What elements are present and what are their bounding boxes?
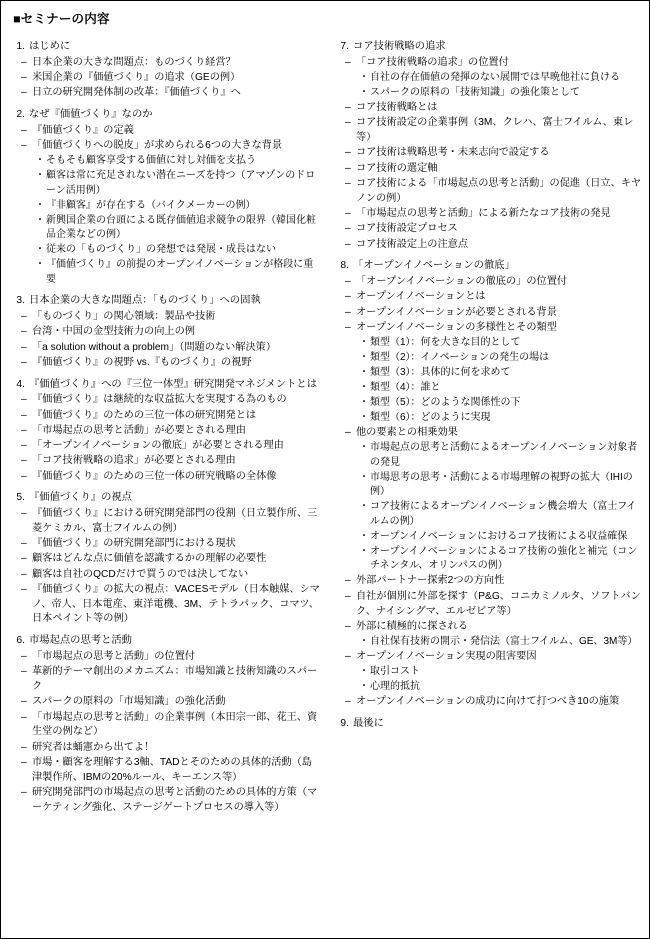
outline-text: 「コア技術戦略の追求」が必要とされる理由 (32, 455, 236, 467)
outline-marker: – (21, 568, 27, 580)
outline-text: 研究開発部門の市場起点の思考と活動のための具体的方策（マーケティング強化、ステージゲートプロセスの導入等） (32, 786, 318, 813)
outline-item (359, 411, 645, 426)
outline-item (345, 101, 645, 116)
outline-marker: – (21, 711, 27, 723)
outline-text: 類型（3）：具体的に何を求めて (370, 367, 511, 379)
outline-item (21, 650, 321, 665)
outline-item (359, 71, 645, 86)
outline-marker: – (21, 310, 27, 322)
outline-item (335, 40, 645, 55)
outline-item (345, 620, 645, 635)
outline-text: オープンイノベーション実現の阻害要因 (356, 651, 537, 663)
outline-marker: – (21, 666, 27, 678)
outline-item (359, 396, 645, 411)
outline-item (21, 507, 321, 537)
outline-text: コア技術の選定軸 (356, 162, 438, 174)
outline-item (35, 243, 321, 258)
outline-text: 「オープンイノベーションの徹底の」の位置付 (356, 276, 568, 288)
outline-marker: ・ (359, 501, 369, 513)
outline-marker: 3. (16, 295, 25, 307)
outline-marker: – (21, 650, 27, 662)
outline-marker: 2. (16, 109, 25, 121)
outline-item (345, 290, 645, 305)
outline-text: 従来の「ものづくり」の発想では発展・成長はない (46, 244, 276, 256)
outline-text: 「市場起点の思考と活動」が必要とされる理由 (32, 424, 246, 436)
outline-item (11, 634, 321, 649)
outline-item (345, 306, 645, 321)
outline-text: 市場思考の思考・活動による市場理解の視野の拡大（IHIの例） (370, 471, 633, 498)
outline-text: 『価値づくり』は継続的な収益拡大を実現する為のもの (32, 394, 287, 406)
outline-text: 「価値づくりへの脱皮」が求められる6つの大きな背景 (32, 140, 283, 152)
outline-text: 研究者は蛹憲から出てよ！ (32, 741, 155, 753)
outline-text: なぜ『価値づくり』なのか (29, 109, 153, 121)
outline-text: コア技術戦略の追求 (353, 41, 446, 53)
outline-marker: – (345, 306, 351, 318)
outline-item (335, 717, 645, 732)
outline-marker: ・ (359, 442, 369, 454)
outline-item (11, 378, 321, 393)
outline-item (359, 86, 645, 101)
outline-text: 類型（1）：何を大きな目的として (370, 337, 521, 349)
outline-marker: – (21, 508, 27, 520)
outline-item (359, 351, 645, 366)
outline-item (21, 56, 321, 71)
outline-text: 『価値づくり』への『三位一体型』研究開発マネジメントとは (29, 378, 318, 390)
outline-text: 「市場起点の思考と活動」の位置付 (32, 650, 195, 662)
outline-marker: – (21, 583, 27, 595)
page-title: ■セミナーの内容 (13, 12, 110, 26)
outline-text: 最後に (353, 718, 384, 730)
outline-item (359, 471, 645, 500)
outline-marker: 7. (340, 41, 349, 53)
outline-text: オープンイノベーションにおけるコア技術による収益確保 (370, 530, 628, 542)
outline-text: 顧客は常に充足されない潜在ニーズを持つ（アマゾンのドローン活用例） (46, 170, 316, 196)
outline-marker: – (21, 440, 27, 452)
outline-item (21, 665, 321, 695)
outline-text: 他の要素との相乗効果 (356, 427, 458, 439)
outline-text: 『価値づくり』の前提のオープンイノベーションが格段に重要 (46, 259, 314, 285)
outline-item (21, 424, 321, 439)
outline-text: 「コア技術戦略の追求」の位置付 (356, 56, 509, 68)
outline-marker: – (345, 575, 351, 587)
outline-item (345, 426, 645, 441)
outline-text: オープンイノベーションによるコア技術の強化と補完（コンチネンタル、オリンパスの例） (370, 545, 638, 572)
outline-text: コア技術戦略とは (356, 102, 438, 114)
outline-item (21, 756, 321, 786)
outline-item (11, 40, 321, 55)
outline-text: 「オープンイノベーションの徹底」が必要とされる理由 (32, 440, 284, 452)
outline-marker: ・ (35, 214, 45, 226)
outline-text: 革新的テーマ創出のメカニズム：市場知識と技術知識のスパーク (32, 666, 318, 692)
outline-text: オープンイノベーションの成功に向けて打つべき10の施策 (356, 696, 620, 708)
outline-marker: – (21, 394, 27, 406)
outline-text: オープンイノベーションとは (356, 291, 486, 303)
outline-item (11, 294, 321, 309)
outline-text: 取引コスト (370, 666, 420, 678)
outline-item (335, 259, 645, 274)
outline-marker: – (345, 427, 351, 439)
outline-marker: – (345, 117, 351, 129)
outline-item (345, 177, 645, 207)
outline-marker: – (345, 321, 351, 333)
outline-text: コア技術による「市場起点の思考と活動」の促進（日立、キヤノンの例） (356, 178, 642, 204)
outline-marker: ・ (35, 199, 45, 211)
outline-marker: ・ (359, 72, 369, 84)
outline-marker: 5. (16, 492, 25, 504)
outline-text: 日立の研究開発体制の改革：『価値づくり』へ (32, 87, 241, 99)
outline-text: 米国企業の『価値づくり』の追求（GEの例） (32, 72, 241, 84)
outline-marker: – (345, 102, 351, 114)
outline-marker: – (345, 238, 351, 250)
document-body (1, 1, 649, 938)
outline-text: 台湾・中国の金型技術力の向上の例 (32, 326, 195, 338)
outline-marker: – (345, 178, 351, 190)
outline-marker: 8. (340, 260, 349, 272)
outline-marker: 6. (16, 635, 25, 647)
outline-text: コア技術は戦略思考・未来志向で設定する (356, 147, 550, 159)
outline-item (11, 108, 321, 123)
left-column (11, 33, 321, 816)
outline-text: コア技術によるオープンイノベーション機会増大（富士フイルムの例） (370, 501, 637, 527)
outline-item (21, 341, 321, 356)
outline-marker: – (21, 470, 27, 482)
outline-item (21, 786, 321, 816)
outline-marker: 4. (16, 378, 25, 390)
outline-text: 類型（2）：イノベーションの発生の場は (370, 352, 550, 364)
outline-text: 「市場起点の思考と活動」の企業事例（本田宗一郎、花王、資生堂の例など） (32, 711, 318, 738)
outline-item (21, 356, 321, 371)
outline-marker: 9. (340, 718, 349, 730)
outline-marker: – (345, 291, 351, 303)
outline-marker: ・ (35, 244, 45, 256)
outline-text: 外部パートナー探索2つの方向性 (356, 575, 505, 587)
outline-text: 「市場起点の思考と活動」による新たなコア技術の発見 (356, 208, 611, 220)
outline-marker: ・ (359, 412, 369, 424)
outline-item (21, 695, 321, 710)
outline-item (359, 441, 645, 470)
outline-item (21, 537, 321, 552)
outline-marker: – (21, 326, 27, 338)
outline-item (35, 214, 321, 243)
outline-marker: – (21, 341, 27, 353)
outline-marker: – (345, 223, 351, 235)
outline-item (345, 650, 645, 665)
outline-text: コア技術設定の企業事例（3M、クレハ、富士フイルム、東レ等） (356, 117, 634, 144)
outline-marker: ・ (359, 397, 369, 409)
outline-item (345, 590, 645, 620)
outline-marker: – (21, 455, 27, 467)
outline-text: 『価値づくり』の視点 (29, 492, 132, 504)
outline-marker: – (345, 147, 351, 159)
outline-marker: ・ (35, 170, 45, 182)
outline-item (345, 56, 645, 71)
outline-marker: ・ (359, 87, 369, 99)
outline-marker: – (21, 140, 27, 152)
outline-marker: – (21, 553, 27, 565)
outline-marker: – (21, 696, 27, 708)
outline-marker: ・ (359, 367, 369, 379)
outline-item (345, 222, 645, 237)
outline-item (345, 321, 645, 336)
outline-text: オープンイノベーションの多様性とその類型 (356, 321, 557, 333)
outline-text: 自社保有技術の開示・発信法（富士フイルム、GE、3M等） (370, 636, 638, 648)
outline-text: 類型（5）：どのような関係性の下 (370, 397, 521, 409)
outline-item (11, 491, 321, 506)
outline-text: 『価値づくり』の定義 (32, 124, 134, 136)
right-column (335, 33, 645, 733)
outline-item (359, 336, 645, 351)
outline-item (21, 454, 321, 469)
outline-marker: – (345, 651, 351, 663)
outline-item (21, 470, 321, 485)
outline-text: 顧客は自社のQCDだけで買うのでは決してない (32, 568, 249, 580)
outline-item (359, 545, 645, 574)
outline-text: 「a solution without a problem」（問題のない解決策） (32, 341, 277, 353)
outline-text: はじめに (29, 41, 71, 53)
outline-marker: – (21, 356, 27, 368)
outline-text: 外部に積極的に探される (356, 620, 469, 632)
outline-marker: ・ (359, 530, 369, 542)
outline-marker: – (21, 424, 27, 436)
outline-text: 『価値づくり』における研究開発部門の役割（日立製作所、三菱ケミカル、富士フイルムの例） (32, 508, 318, 534)
outline-item (359, 635, 645, 650)
outline-text: 『価値づくり』の拡大の視点：VACESモデル（日本触媒、シマノ、帝人、日本電産、東洋電機、3M、テトラパック、コマツ、日本ペイント等の例） (32, 583, 320, 625)
outline-item (345, 695, 645, 710)
outline-marker: – (345, 208, 351, 220)
outline-text: 『価値づくり』の視野 vs.『ものづくり』の視野 (32, 356, 252, 368)
outline-item (35, 258, 321, 287)
outline-marker: – (345, 276, 351, 288)
outline-item (21, 139, 321, 154)
outline-marker: – (21, 538, 27, 550)
outline-marker: – (345, 56, 351, 68)
outline-marker: 1. (16, 41, 25, 53)
outline-text: 自社の存在価値の発揮のない展開では早晩他社に負ける (370, 72, 620, 84)
outline-text: オープンイノベーションが必要とされる背景 (356, 306, 557, 318)
outline-item (21, 325, 321, 340)
outline-marker: ・ (359, 681, 369, 693)
outline-marker: ・ (359, 337, 369, 349)
outline-item (345, 207, 645, 222)
outline-marker: – (21, 72, 27, 84)
outline-marker: ・ (359, 666, 369, 678)
outline-text: コア技術設定プロセス (356, 223, 458, 235)
outline-item (359, 665, 645, 680)
outline-item (21, 124, 321, 139)
outline-text: 「オープンイノベーションの徹底」 (353, 260, 515, 272)
outline-text: 顧客はどんな点に価値を認識するかの理解の必要性 (32, 553, 267, 565)
outline-marker: – (345, 590, 351, 602)
outline-marker: – (21, 786, 27, 798)
outline-text: 市場起点の思考と活動 (29, 635, 132, 647)
outline-text: 『非顧客』が存在する（バイクメーカーの例） (46, 199, 256, 211)
outline-marker: – (345, 162, 351, 174)
outline-text: スパークの原料の「市場知識」の強化活動 (32, 696, 226, 708)
outline-marker: – (21, 56, 27, 68)
outline-item (21, 86, 321, 101)
outline-marker: – (21, 756, 27, 768)
outline-text: 市場起点の思考と活動によるオープンイノベーション対象者の発見 (370, 442, 638, 468)
outline-item (359, 366, 645, 381)
outline-marker: – (21, 124, 27, 136)
outline-text: 『価値づくり』のための三位一体の研究戦略の全体像 (32, 470, 277, 482)
outline-item (345, 238, 645, 253)
outline-item (21, 310, 321, 325)
outline-item (359, 530, 645, 545)
outline-item (21, 741, 321, 756)
outline-marker: – (345, 620, 351, 632)
outline-item (345, 146, 645, 161)
outline-marker: ・ (359, 382, 369, 394)
two-column-layout (11, 33, 642, 816)
outline-marker: ・ (359, 471, 369, 483)
outline-marker: – (21, 87, 27, 99)
outline-text: 「ものづくり」の関心領域：製品や技術 (32, 310, 216, 322)
outline-text: スパークの原料の「技術知識」の強化策として (370, 87, 580, 99)
outline-item (345, 116, 645, 146)
outline-item (345, 574, 645, 589)
outline-item (359, 680, 645, 695)
outline-item (21, 711, 321, 741)
outline-item (345, 162, 645, 177)
outline-marker: ・ (359, 352, 369, 364)
outline-item (359, 381, 645, 396)
outline-text: 『価値づくり』の研究開発部門における現状 (32, 538, 236, 550)
outline-text: 類型（6）：どのように実現 (370, 412, 491, 424)
outline-text: そもそも顧客享受する価値に対し対価を支払う (46, 155, 256, 167)
outline-marker: ・ (359, 545, 369, 557)
outline-item (359, 500, 645, 529)
outline-marker: ・ (359, 636, 369, 648)
outline-text: 自社が個別に外部を探す（P&G、コニカミノルタ、ソフトバンク、ナイシングマ、エルゼビア等） (356, 590, 641, 617)
outline-text: コア技術設定上の注意点 (356, 238, 469, 250)
outline-item (21, 409, 321, 424)
outline-item (21, 71, 321, 86)
outline-item (35, 199, 321, 214)
outline-marker: ・ (35, 155, 45, 167)
outline-item (21, 439, 321, 454)
outline-text: 日本企業の大きな問題点：「ものづくり」への固執 (29, 295, 261, 307)
outline-text: 『価値づくり』のための三位一体の研究開発とは (32, 409, 257, 421)
outline-item (21, 583, 321, 627)
outline-marker: – (345, 696, 351, 708)
outline-text: 市場・顧客を理解する3軸、TADとそのための具体的活動（島津製作所、IBMの20%ルール、キーエンス等） (32, 756, 312, 783)
outline-item (345, 275, 645, 290)
outline-item (35, 169, 321, 198)
outline-text: 心理的抵抗 (370, 681, 420, 693)
outline-text: 日本企業の大きな問題点：ものづくり経営？ (32, 56, 236, 68)
outline-text: 類型（4）：誰と (370, 382, 441, 394)
outline-text: 新興国企業の台頭による既存価値追求競争の限界（韓国化粧品企業などの例） (46, 214, 316, 241)
outline-item (21, 568, 321, 583)
outline-marker: ・ (35, 259, 45, 271)
outline-marker: – (21, 409, 27, 421)
outline-marker: – (21, 741, 27, 753)
outline-item (21, 552, 321, 567)
outline-item (35, 154, 321, 169)
outline-item (21, 393, 321, 408)
